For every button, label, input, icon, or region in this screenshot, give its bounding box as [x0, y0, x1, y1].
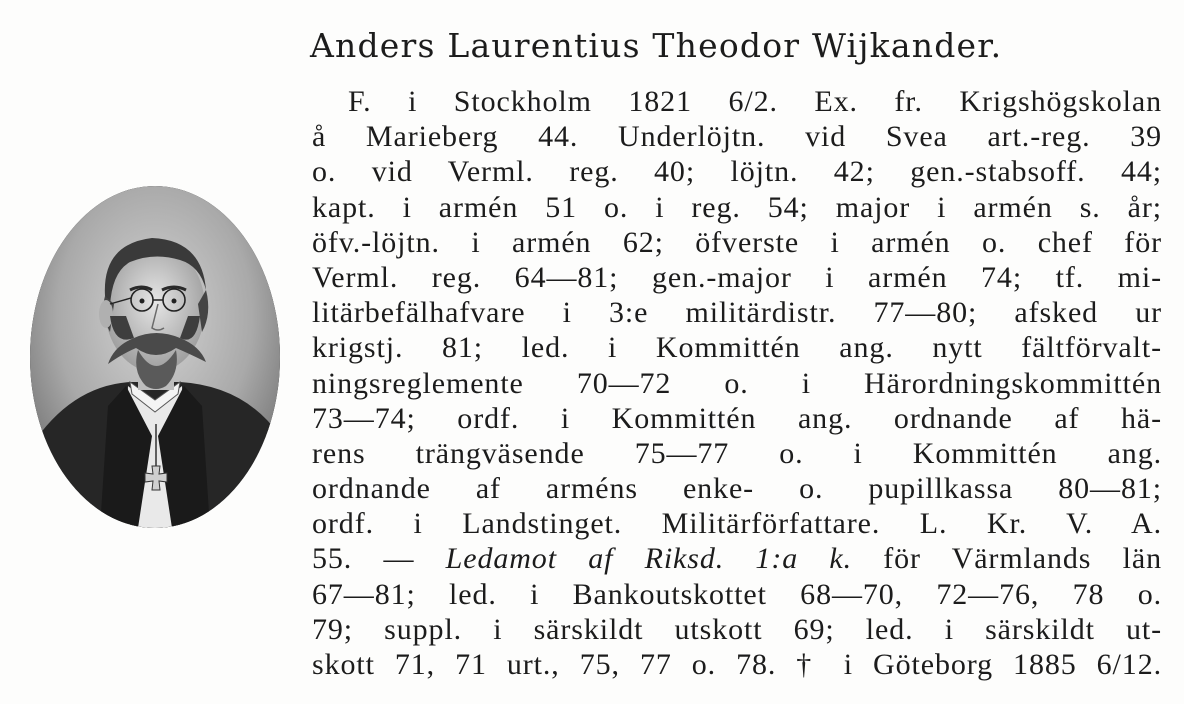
- text-line-14: [312, 541, 1162, 576]
- text-line-12: ordnande af arméns enke- o. pupillkassa 80—81;: [312, 472, 1162, 506]
- text-line-13: ordf. i Landstinget. Militärförfattare. L. Kr. V. A.: [312, 507, 1162, 541]
- page-title: Anders Laurentius Theodor Wijkander.: [310, 26, 1003, 65]
- text-line-4: kapt. i armén 51 o. i reg. 54; major i armén s. år;: [312, 190, 1162, 224]
- portrait-drawing: [30, 186, 280, 528]
- text-line-15: 67—81; led. i Bankoutskottet 68—70, 72—76, 78 o.: [312, 577, 1162, 611]
- text-line-11: rens trängväsende 75—77 o. i Kommittén ang.: [312, 436, 1162, 470]
- text-line-14-end: för Värmlands län: [851, 542, 1162, 576]
- text-line-10: 73—74; ordf. i Kommittén ang. ordnande af hä-: [312, 401, 1162, 435]
- text-line-14-italic: Ledamot af Riksd. 1:a k.: [445, 542, 852, 576]
- text-line-7: litärbefälhafvare i 3:e militärdistr. 77—80; afsked ur: [312, 296, 1162, 330]
- text-line-14-start: 55. —: [312, 542, 446, 576]
- text-line-17: skott 71, 71 urt., 75, 77 o. 78. † i Göteborg 1885 6/12.: [312, 648, 1162, 681]
- text-line-3: o. vid Verml. reg. 40; löjtn. 42; gen.-stabsoff. 44;: [312, 155, 1162, 189]
- text-line-16: 79; suppl. i särskildt utskott 69; led. i särskildt ut-: [312, 612, 1162, 646]
- text-line-9: ningsreglemente 70—72 o. i Härordningskommittén: [312, 366, 1162, 400]
- text-line-5: öfv.-löjtn. i armén 62; öfverste i armén o. chef för: [312, 225, 1162, 259]
- text-line-2: å Marieberg 44. Underlöjtn. vid Svea art.-reg. 39: [312, 120, 1162, 154]
- biography-text: [312, 84, 1162, 682]
- portrait-image: [30, 186, 280, 528]
- text-line-8: krigstj. 81; led. i Kommittén ang. nytt fältförvalt-: [312, 331, 1162, 365]
- text-line-6: Verml. reg. 64—81; gen.-major i armén 74; tf. mi-: [312, 260, 1162, 294]
- text-line-1: F. i Stockholm 1821 6/2. Ex. fr. Krigshögskolan: [348, 85, 1162, 118]
